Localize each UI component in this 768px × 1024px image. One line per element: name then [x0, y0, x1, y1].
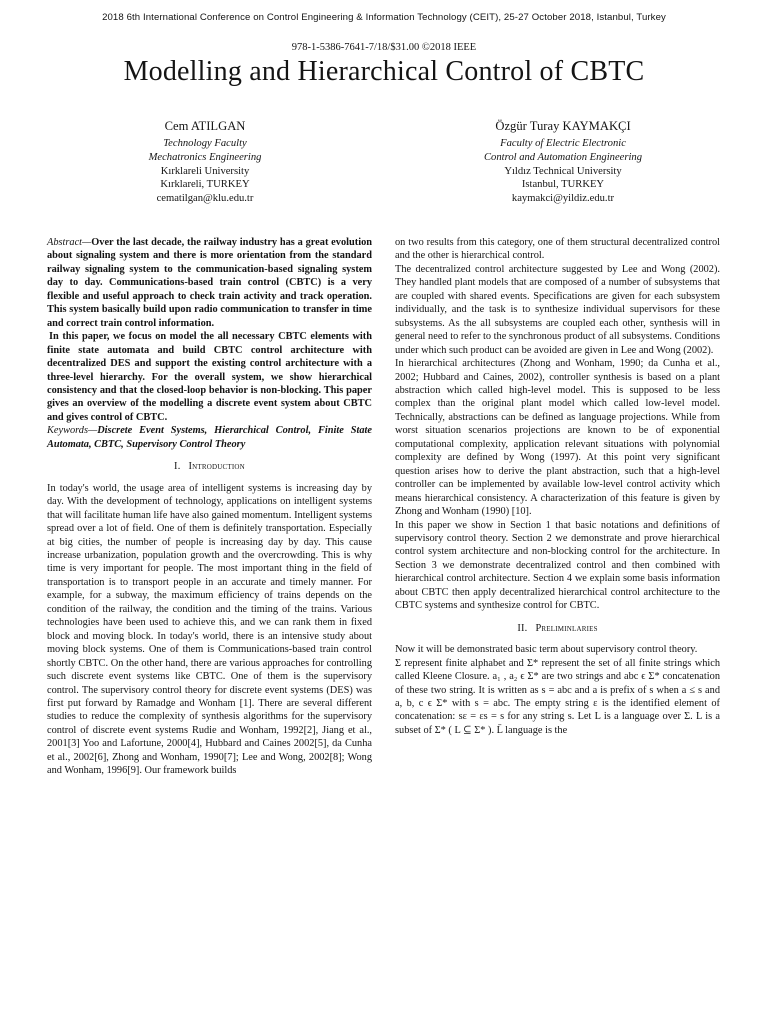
section-heading-introduction [47, 460, 372, 473]
author-department: Mechatronics Engineering [148, 151, 262, 163]
prelim-paragraph: Now it will be demonstrated basic term about supervisory control theory. [395, 644, 698, 656]
left-column [47, 236, 372, 778]
author-university: Yıldız Technical University [504, 165, 622, 177]
section-number: II. [517, 622, 528, 634]
body-paragraph: The decentralized control architecture suggested by Lee and Wong (2002). They handled plant models that are composed of a number of subsystems that are coupled with shared events. Specifications are given for each subsystem individually, and the task is to synthesize individual supervisors for these subsystems. As the all subsystems are coupled each other, synthesis will in general need to refer to the synchronous product of all subsystems. Conditions under which such product can be avoided are given in Lee and Wong (2002). [395, 263, 720, 356]
keywords [47, 424, 372, 451]
body-paragraph: In this paper we show in Section 1 that basic notations and definitions of supervisory control theory. Section 2 we demonstrate and prove hierarchical control system architecture and non-blocking control for the architecture. In Section 3 we demonstrate decentralized control and then combined with hierarchical control architecture. Section 4 we explain some basis information about CBTC then apply decentralized hierarchical control architecture to the CBTC systems and synthesize control for CBTC. [395, 519, 720, 612]
abstract-text: Over the last decade, the railway industry has a great evolution about signaling system and there is more orientation from the standard railway signaling system to the communication-based signaling system day to day. Communications-based train control (CBTC) is a very flexible and useful approach to check train activity and track operation. This system basically build upon radio communication to transfer in time and correct train control information. [47, 237, 372, 329]
author-city: Kırklareli, TURKEY [160, 179, 250, 191]
author-city: Istanbul, TURKEY [521, 179, 605, 191]
author-name: Özgür Turay KAYMAKÇI [495, 119, 631, 133]
author-university: Kırklareli University [160, 165, 250, 177]
body-paragraph: In hierarchical architectures (Zhong and Wonham, 1990; da Cunha et al., 2002; Hubbard and Caines, 2002), controller synthesis is based on a plant abstraction which called high-level model. This is supposed to be less complex than the original plant model which called low-level model. Technically, abstractions can be defined as language projections. While from worst situation scenarios projections are known to be of exponential computational complexity, application relevant situations with polynomial complexity are defined by Wong (1997). At this point very significant question arises how to derive the plant abstraction, such that a high-level controller can be implemented by available low-level control activity which means hierarchical consistency. A characterization of this feature is given by Zhong and Wonham (1990) [10]. [395, 358, 720, 518]
isbn-line: 978-1-5386-7641-7/18/$31.00 ©2018 IEEE [291, 42, 477, 53]
section-title: Introduction [188, 461, 245, 473]
author-block-2 [413, 118, 713, 206]
author-email: kaymakci@yildiz.edu.tr [511, 193, 615, 205]
abstract-paragraph-2: In this paper, we focus on model the all necessary CBTC elements with finite state automata and build CBTC control architecture with decentralized DES and support the existing control architecture with a three-level hierarchy. For the overall system, we show hierarchical consistency and that the closed-loop behavior is non-blocking. This paper gives an overview of the modelling a discrete event system about CBTC and gives control of CBTC. [47, 331, 372, 423]
keywords-lead: Keywords— [47, 425, 98, 437]
section-number: I. [174, 461, 181, 473]
body-paragraph: on two results from this category, one of them structural decentralized control and the other is hierarchical control. [395, 237, 720, 262]
author-block-1 [55, 118, 355, 206]
keywords-text: Discrete Event Systems, Hierarchical Control, Finite State Automata, CBTC, Supervisory Control Theory [47, 425, 372, 450]
abstract-lead: Abstract— [47, 237, 92, 248]
author-faculty: Faculty of Electric Electronic [500, 138, 626, 149]
prelim-paragraph: Σ represent finite alphabet and Σ* represent the set of all finite strings which called Kleene Closure. a₁ , a₂ ϵ Σ* are two strings and abc ϵ Σ* concatenation of these two string. It is written as s = abc and a is prefix of s when a ≤ s and a, b, c ϵ Σ* with s = abc. The empty string ε is the identified element of concatenation: sε = εs = s for any string s. Let L is a language over Σ. L is a subset of Σ* ( L ⊆ Σ* ). L̄ language is the [395, 657, 720, 736]
paper-title: Modelling and Hierarchical Control of CBTC [123, 56, 645, 87]
author-email: cematilgan@klu.edu.tr [156, 193, 254, 205]
conference-header: 2018 6th International Conference on Control Engineering & Information Technology (CEIT), 25-27 October 2018, Istanbul, Turkey [102, 12, 666, 23]
author-faculty: Technology Faculty [163, 138, 247, 149]
section-heading-preliminaries [395, 622, 720, 635]
abstract-paragraph [47, 236, 372, 330]
section-title: Preliminlaries [535, 622, 598, 634]
author-name: Cem ATILGAN [164, 119, 246, 133]
right-column [395, 236, 720, 737]
intro-paragraph: In today's world, the usage area of intelligent systems is increasing day by day. With the development of technology, applications on intelligent systems that will facilitate human life have also gained momentum. Intelligent systems spread over a lot of field. One of them is definitely transportation. Especially at big cities, the number of people is increasing day by day. This cause increase urbanization, population growth and the overcrowding. This is why time is very important for people. The most important thing in the field of transportation is to transport people in an accurate and timely manner. For example, for a subway, the maximum efficiency of trains depends on the condition of the railway, the condition and the timing of the trains. Various technologies have been used to achieve this, and we can rank them in fixed block and moving block. In today's world, there is an intensive study about moving block systems. One of them is Communications-based train control shortly CBTC. On the other hand, there are various approaches for controlling such discrete event systems like CBTC. One of them is the supervisory control. The supervisory control theory for discrete event systems (DES) was first put forward by Ramadge and Wonham [1]. There are several different studies to reduce the complexity of synthesis algorithms for the supervisory control of discrete event systems Rudie and Wonham, 1992[2], Jiang et al., 2001[3] Yoo and Lafortune, 2000[4], Hubbard and Caines 2002[5], da Cunha et al., 2002[6], Zhong and Wonham, 1990[7]; Lee and Wong, 2002[8]; Wong and Wonham, 1996[9]. Our framework builds [47, 482, 372, 777]
author-department: Control and Automation Engineering [483, 151, 643, 163]
